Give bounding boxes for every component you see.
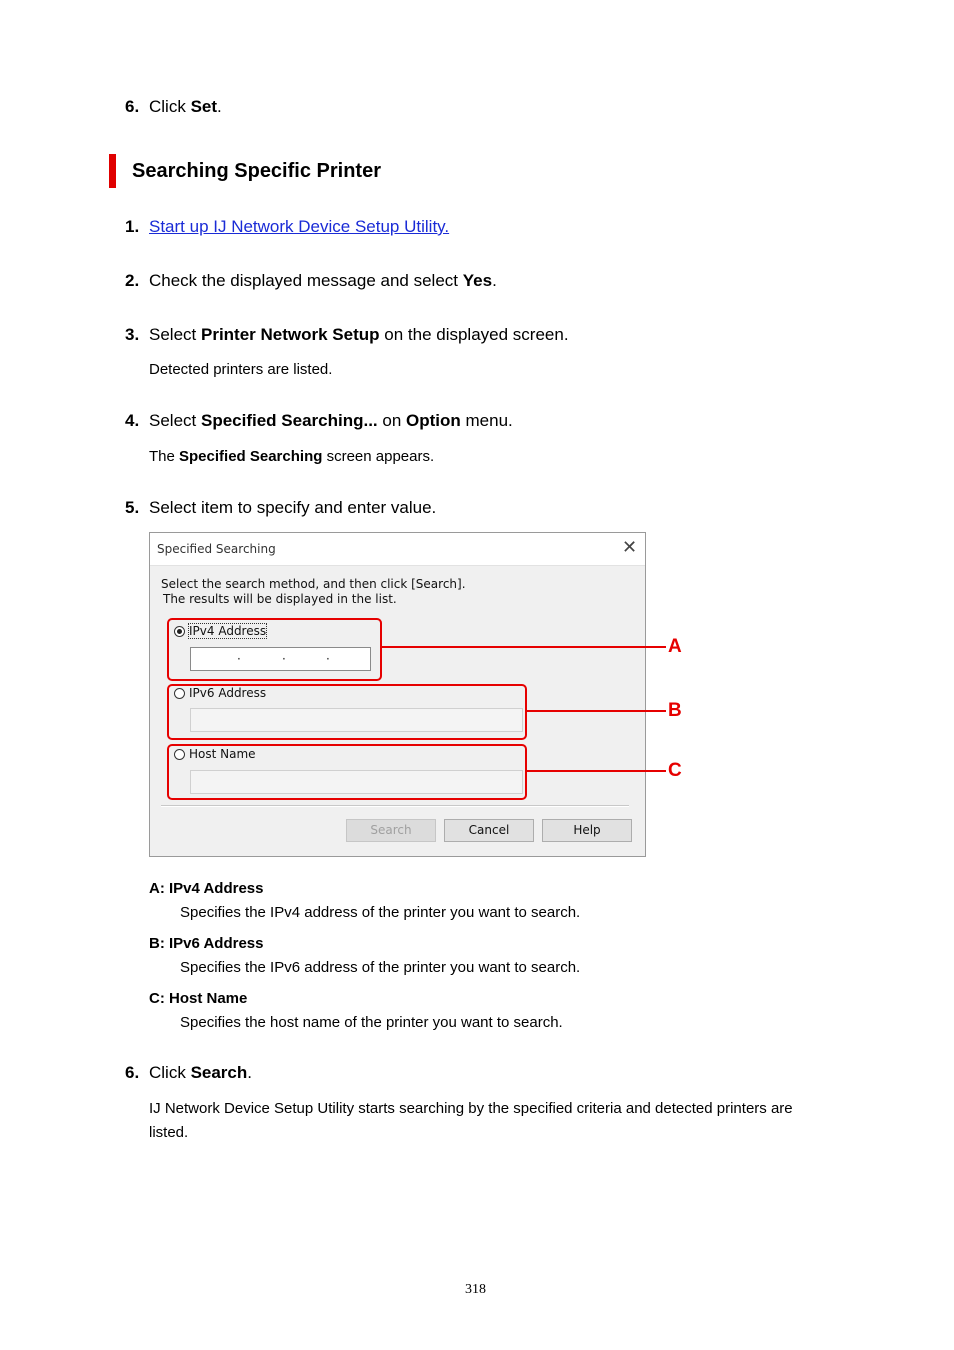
ip-separator: · (237, 652, 241, 666)
step-4-note: The Specified Searching screen appears. (149, 448, 435, 465)
dialog-separator (161, 805, 629, 807)
cancel-button[interactable]: Cancel (444, 819, 534, 842)
step-text: Check the displayed message and select Yes. (149, 271, 497, 290)
step-number: 3. (125, 325, 140, 344)
callout-line-a (381, 646, 666, 648)
step-text: Click Set. (149, 97, 222, 116)
ip-separator: · (282, 652, 286, 666)
definition-term-a: A: IPv4 Address (149, 880, 264, 897)
step-number: 6. (125, 1063, 140, 1082)
help-button[interactable]: Help (542, 819, 632, 842)
close-icon[interactable]: ✕ (622, 537, 638, 558)
definition-desc-b: Specifies the IPv6 address of the printer you want to search. (180, 959, 581, 976)
step-1 (125, 217, 625, 237)
section-marker (109, 154, 116, 188)
callout-label-b: B (668, 700, 682, 721)
definition-term-c: C: Host Name (149, 990, 248, 1007)
step-number: 5. (125, 498, 140, 517)
step-number: 4. (125, 411, 140, 430)
step-6-note-line2: listed. (149, 1124, 189, 1141)
step-3-note: Detected printers are listed. (149, 361, 333, 378)
step-6-click-search (125, 1063, 525, 1083)
callout-label-c: C (668, 760, 682, 781)
step-3 (125, 325, 725, 345)
definition-desc-a: Specifies the IPv4 address of the printer you want to search. (180, 904, 581, 921)
step-number: 6. (125, 97, 140, 116)
step-number: 2. (125, 271, 140, 290)
host-name-label[interactable]: Host Name (189, 747, 256, 761)
search-button[interactable]: Search (346, 819, 436, 842)
dialog-instruction-2: The results will be displayed in the list. (163, 592, 397, 606)
ip-separator: · (326, 652, 330, 666)
ipv6-label[interactable]: IPv6 Address (189, 686, 267, 700)
step-6-click-set (125, 97, 425, 117)
callout-label-a: A (668, 636, 682, 657)
step-text: Select item to specify and enter value. (149, 498, 437, 517)
step-2 (125, 271, 725, 291)
step-text: Select Specified Searching... on Option menu. (149, 411, 513, 430)
callout-box-b (167, 684, 527, 740)
step-number: 1. (125, 217, 140, 236)
callout-line-b (526, 710, 666, 712)
ipv4-label[interactable]: IPv4 Address (189, 624, 267, 638)
step-text: Select Printer Network Setup on the displayed screen. (149, 325, 569, 344)
dialog-titlebar (150, 533, 645, 566)
definition-term-b: B: IPv6 Address (149, 935, 264, 952)
callout-box-a (167, 618, 382, 681)
step-text: Click Search. (149, 1063, 252, 1082)
definition-desc-c: Specifies the host name of the printer you want to search. (180, 1014, 563, 1031)
step-4 (125, 411, 725, 431)
dialog-title: Specified Searching (157, 542, 276, 556)
start-utility-link[interactable]: Start up IJ Network Device Setup Utility. (149, 217, 450, 236)
section-title: Searching Specific Printer (132, 160, 381, 182)
callout-box-c (167, 744, 527, 800)
step-6-note-line1: IJ Network Device Setup Utility starts searching by the specified criteria and detected printers are (149, 1100, 793, 1117)
callout-line-c (526, 770, 666, 772)
page-number: 318 (465, 1282, 486, 1297)
step-5 (125, 498, 725, 518)
dialog-instruction-1: Select the search method, and then click [Search]. (161, 577, 466, 591)
